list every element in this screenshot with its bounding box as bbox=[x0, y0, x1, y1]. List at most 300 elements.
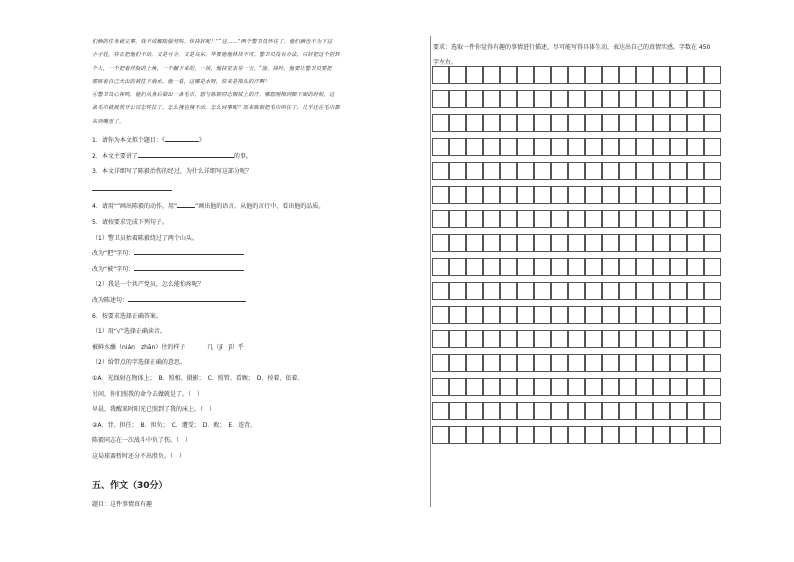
grid-cell[interactable] bbox=[551, 282, 568, 300]
grid-cell[interactable] bbox=[704, 186, 721, 204]
grid-cell[interactable] bbox=[466, 306, 483, 324]
grid-cell[interactable] bbox=[534, 426, 551, 444]
grid-cell[interactable] bbox=[517, 210, 534, 228]
grid-cell[interactable] bbox=[602, 258, 619, 276]
grid-cell[interactable] bbox=[704, 426, 721, 444]
grid-cell[interactable] bbox=[551, 162, 568, 180]
grid-cell[interactable] bbox=[534, 138, 551, 156]
grid-cell[interactable] bbox=[568, 330, 585, 348]
grid-cell[interactable] bbox=[704, 306, 721, 324]
grid-cell[interactable] bbox=[449, 354, 466, 372]
grid-cell[interactable] bbox=[551, 90, 568, 108]
grid-cell[interactable] bbox=[432, 354, 449, 372]
grid-cell[interactable] bbox=[636, 186, 653, 204]
grid-cell[interactable] bbox=[619, 90, 636, 108]
grid-cell[interactable] bbox=[551, 426, 568, 444]
grid-cell[interactable] bbox=[687, 426, 704, 444]
grid-cell[interactable] bbox=[585, 378, 602, 396]
grid-cell[interactable] bbox=[432, 90, 449, 108]
grid-cell[interactable] bbox=[483, 378, 500, 396]
grid-cell[interactable] bbox=[636, 330, 653, 348]
question-5: 5．请按要求完成下列句子。 bbox=[92, 219, 168, 227]
grid-cell[interactable] bbox=[483, 402, 500, 420]
grid-cell[interactable] bbox=[619, 426, 636, 444]
grid-cell[interactable] bbox=[432, 210, 449, 228]
grid-cell[interactable] bbox=[670, 402, 687, 420]
grid-cell[interactable] bbox=[517, 162, 534, 180]
grid-cell[interactable] bbox=[517, 354, 534, 372]
answer-blank[interactable] bbox=[177, 207, 195, 208]
answer-blank[interactable] bbox=[138, 157, 234, 158]
grid-cell[interactable] bbox=[483, 330, 500, 348]
grid-cell[interactable] bbox=[500, 282, 517, 300]
grid-cell[interactable] bbox=[687, 354, 704, 372]
grid-cell[interactable] bbox=[585, 426, 602, 444]
grid-cell[interactable] bbox=[636, 114, 653, 132]
grid-cell[interactable] bbox=[636, 234, 653, 252]
grid-cell[interactable] bbox=[517, 282, 534, 300]
grid-cell[interactable] bbox=[551, 354, 568, 372]
grid-cell[interactable] bbox=[551, 330, 568, 348]
grid-cell[interactable] bbox=[551, 138, 568, 156]
grid-cell[interactable] bbox=[636, 210, 653, 228]
grid-cell[interactable] bbox=[551, 66, 568, 84]
grid-cell[interactable] bbox=[551, 186, 568, 204]
grid-cell[interactable] bbox=[670, 282, 687, 300]
grid-cell[interactable] bbox=[483, 114, 500, 132]
grid-cell[interactable] bbox=[517, 378, 534, 396]
question-6-sentence: 早晨，我醒来时阳光已照到了我的床上。（ ） bbox=[92, 406, 216, 414]
grid-cell[interactable] bbox=[534, 378, 551, 396]
grid-cell[interactable] bbox=[500, 354, 517, 372]
grid-cell[interactable] bbox=[585, 402, 602, 420]
grid-cell[interactable] bbox=[449, 426, 466, 444]
grid-cell[interactable] bbox=[670, 66, 687, 84]
grid-cell[interactable] bbox=[568, 354, 585, 372]
grid-cell[interactable] bbox=[670, 306, 687, 324]
grid-cell[interactable] bbox=[466, 66, 483, 84]
grid-cell[interactable] bbox=[449, 90, 466, 108]
grid-cell[interactable] bbox=[619, 354, 636, 372]
grid-cell[interactable] bbox=[670, 258, 687, 276]
grid-cell[interactable] bbox=[568, 90, 585, 108]
grid-cell[interactable] bbox=[483, 162, 500, 180]
grid-cell[interactable] bbox=[449, 378, 466, 396]
grid-cell[interactable] bbox=[534, 306, 551, 324]
grid-cell[interactable] bbox=[449, 258, 466, 276]
grid-cell[interactable] bbox=[687, 378, 704, 396]
grid-cell[interactable] bbox=[568, 186, 585, 204]
grid-cell[interactable] bbox=[568, 210, 585, 228]
grid-cell[interactable] bbox=[602, 234, 619, 252]
grid-cell[interactable] bbox=[704, 90, 721, 108]
grid-cell[interactable] bbox=[483, 66, 500, 84]
grid-cell[interactable] bbox=[602, 210, 619, 228]
grid-cell[interactable] bbox=[449, 162, 466, 180]
grid-cell[interactable] bbox=[483, 258, 500, 276]
question-6-2: （2）给带点的字选择正确的意思。 bbox=[92, 359, 186, 367]
grid-cell[interactable] bbox=[568, 66, 585, 84]
grid-cell[interactable] bbox=[483, 186, 500, 204]
grid-cell[interactable] bbox=[653, 234, 670, 252]
grid-cell[interactable] bbox=[704, 402, 721, 420]
grid-cell[interactable] bbox=[483, 138, 500, 156]
grid-cell[interactable] bbox=[534, 186, 551, 204]
grid-cell[interactable] bbox=[432, 66, 449, 84]
grid-cell[interactable] bbox=[483, 234, 500, 252]
grid-cell[interactable] bbox=[568, 378, 585, 396]
grid-cell[interactable] bbox=[568, 138, 585, 156]
grid-cell[interactable] bbox=[602, 378, 619, 396]
grid-cell[interactable] bbox=[534, 66, 551, 84]
grid-cell[interactable] bbox=[585, 186, 602, 204]
grid-cell[interactable] bbox=[432, 162, 449, 180]
grid-cell[interactable] bbox=[602, 330, 619, 348]
grid-cell[interactable] bbox=[653, 186, 670, 204]
grid-cell[interactable] bbox=[636, 306, 653, 324]
grid-cell[interactable] bbox=[466, 234, 483, 252]
grid-cell[interactable] bbox=[704, 210, 721, 228]
grid-cell[interactable] bbox=[534, 90, 551, 108]
grid-cell[interactable] bbox=[636, 402, 653, 420]
grid-cell[interactable] bbox=[602, 354, 619, 372]
grid-cell[interactable] bbox=[432, 426, 449, 444]
grid-cell[interactable] bbox=[704, 66, 721, 84]
grid-cell[interactable] bbox=[619, 306, 636, 324]
grid-cell[interactable] bbox=[687, 306, 704, 324]
grid-cell[interactable] bbox=[602, 402, 619, 420]
grid-cell[interactable] bbox=[500, 90, 517, 108]
grid-cell[interactable] bbox=[551, 378, 568, 396]
grid-cell[interactable] bbox=[602, 66, 619, 84]
grid-cell[interactable] bbox=[568, 258, 585, 276]
grid-cell[interactable] bbox=[619, 186, 636, 204]
grid-cell[interactable] bbox=[704, 162, 721, 180]
grid-cell[interactable] bbox=[500, 234, 517, 252]
question-5-2a: 改为陈述句： bbox=[92, 293, 422, 309]
grid-cell[interactable] bbox=[585, 138, 602, 156]
grid-cell[interactable] bbox=[500, 186, 517, 204]
grid-cell[interactable] bbox=[602, 186, 619, 204]
grid-cell[interactable] bbox=[585, 282, 602, 300]
grid-cell[interactable] bbox=[500, 162, 517, 180]
grid-cell[interactable] bbox=[500, 258, 517, 276]
grid-cell[interactable] bbox=[653, 210, 670, 228]
grid-cell[interactable] bbox=[670, 138, 687, 156]
grid-cell[interactable] bbox=[449, 210, 466, 228]
grid-cell[interactable] bbox=[704, 234, 721, 252]
grid-cell[interactable] bbox=[653, 354, 670, 372]
grid-cell[interactable] bbox=[551, 114, 568, 132]
grid-cell[interactable] bbox=[602, 90, 619, 108]
question-3: 3．本文详细写了陈毅治伤的经过，为什么详细写这部分呢？ bbox=[92, 168, 252, 176]
grid-cell[interactable] bbox=[568, 306, 585, 324]
answer-blank[interactable] bbox=[134, 254, 244, 255]
grid-cell[interactable] bbox=[585, 330, 602, 348]
grid-cell[interactable] bbox=[517, 426, 534, 444]
grid-cell[interactable] bbox=[653, 282, 670, 300]
grid-cell[interactable] bbox=[466, 138, 483, 156]
grid-cell[interactable] bbox=[466, 210, 483, 228]
grid-cell[interactable] bbox=[466, 402, 483, 420]
grid-cell[interactable] bbox=[704, 138, 721, 156]
grid-cell[interactable] bbox=[602, 306, 619, 324]
grid-cell[interactable] bbox=[585, 258, 602, 276]
grid-cell[interactable] bbox=[653, 378, 670, 396]
grid-cell[interactable] bbox=[466, 258, 483, 276]
grid-cell[interactable] bbox=[534, 114, 551, 132]
grid-cell[interactable] bbox=[602, 426, 619, 444]
grid-cell[interactable] bbox=[500, 378, 517, 396]
grid-cell[interactable] bbox=[466, 330, 483, 348]
grid-cell[interactable] bbox=[653, 258, 670, 276]
grid-cell[interactable] bbox=[687, 162, 704, 180]
grid-cell[interactable] bbox=[449, 306, 466, 324]
grid-cell[interactable] bbox=[466, 354, 483, 372]
grid-cell[interactable] bbox=[449, 138, 466, 156]
grid-cell[interactable] bbox=[483, 306, 500, 324]
composition-requirement: 要求：选取一件你觉得有趣的事情进行描述，尽可能写得具体生动，表达出自己的真情实感。字数在 450 bbox=[433, 44, 711, 51]
grid-cell[interactable] bbox=[619, 234, 636, 252]
grid-cell[interactable] bbox=[449, 114, 466, 132]
grid-cell[interactable] bbox=[585, 210, 602, 228]
question-4: 4．请用“”画出陈毅的动作，用“ ”画出他的语言。从他的言行中，看出他的品质。 bbox=[92, 203, 325, 211]
grid-cell[interactable] bbox=[704, 330, 721, 348]
grid-cell[interactable] bbox=[534, 162, 551, 180]
grid-cell[interactable] bbox=[636, 258, 653, 276]
grid-cell[interactable] bbox=[636, 354, 653, 372]
grid-cell[interactable] bbox=[585, 90, 602, 108]
grid-cell[interactable] bbox=[653, 402, 670, 420]
grid-cell[interactable] bbox=[534, 210, 551, 228]
grid-cell[interactable] bbox=[500, 402, 517, 420]
grid-cell[interactable] bbox=[704, 258, 721, 276]
grid-cell[interactable] bbox=[602, 282, 619, 300]
grid-cell[interactable] bbox=[432, 138, 449, 156]
grid-cell[interactable] bbox=[687, 282, 704, 300]
grid-cell[interactable] bbox=[670, 114, 687, 132]
grid-cell[interactable] bbox=[517, 186, 534, 204]
grid-cell[interactable] bbox=[585, 114, 602, 132]
grid-cell[interactable] bbox=[466, 282, 483, 300]
grid-cell[interactable] bbox=[670, 330, 687, 348]
grid-cell[interactable] bbox=[687, 90, 704, 108]
grid-cell[interactable] bbox=[551, 234, 568, 252]
grid-cell[interactable] bbox=[500, 306, 517, 324]
question-5-2: （2）我是一个共产党员，怎么能怕疼呢？ bbox=[92, 281, 204, 289]
grid-cell[interactable] bbox=[534, 402, 551, 420]
grid-cell[interactable] bbox=[551, 402, 568, 420]
grid-cell[interactable] bbox=[670, 210, 687, 228]
grid-cell[interactable] bbox=[670, 426, 687, 444]
grid-cell[interactable] bbox=[432, 306, 449, 324]
answer-blank[interactable] bbox=[128, 301, 246, 302]
grid-cell[interactable] bbox=[636, 282, 653, 300]
grid-cell[interactable] bbox=[432, 234, 449, 252]
grid-cell[interactable] bbox=[534, 330, 551, 348]
grid-cell[interactable] bbox=[500, 210, 517, 228]
grid-cell[interactable] bbox=[653, 90, 670, 108]
grid-cell[interactable] bbox=[517, 90, 534, 108]
question-5-1b: 改为“被”字句： bbox=[92, 262, 422, 278]
grid-cell[interactable] bbox=[619, 114, 636, 132]
grid-cell[interactable] bbox=[466, 426, 483, 444]
grid-cell[interactable] bbox=[619, 162, 636, 180]
grid-cell[interactable] bbox=[636, 138, 653, 156]
grid-cell[interactable] bbox=[483, 210, 500, 228]
grid-cell[interactable] bbox=[636, 90, 653, 108]
grid-cell[interactable] bbox=[466, 90, 483, 108]
question-3-answer bbox=[92, 182, 422, 198]
grid-cell[interactable] bbox=[568, 426, 585, 444]
grid-cell[interactable] bbox=[602, 114, 619, 132]
grid-cell[interactable] bbox=[602, 138, 619, 156]
grid-cell[interactable] bbox=[653, 426, 670, 444]
grid-cell[interactable] bbox=[432, 402, 449, 420]
grid-cell[interactable] bbox=[534, 282, 551, 300]
grid-cell[interactable] bbox=[500, 426, 517, 444]
grid-cell[interactable] bbox=[670, 234, 687, 252]
grid-cell[interactable] bbox=[551, 210, 568, 228]
grid-cell[interactable] bbox=[687, 258, 704, 276]
grid-cell[interactable] bbox=[687, 210, 704, 228]
passage-line: 个人，一个把着俘股的上角，一个翻下来的，一抉，他抉觉去另一宝，“能，抉吟，他要让警卫员要把 bbox=[92, 65, 332, 72]
grid-cell[interactable] bbox=[432, 378, 449, 396]
passage-line: 东到嘴里了。 bbox=[92, 118, 125, 125]
grid-cell[interactable] bbox=[704, 282, 721, 300]
grid-cell[interactable] bbox=[585, 306, 602, 324]
grid-cell[interactable] bbox=[704, 378, 721, 396]
grid-cell[interactable] bbox=[619, 258, 636, 276]
grid-cell[interactable] bbox=[551, 306, 568, 324]
grid-cell[interactable] bbox=[517, 234, 534, 252]
grid-cell[interactable] bbox=[636, 426, 653, 444]
grid-cell[interactable] bbox=[432, 330, 449, 348]
grid-cell[interactable] bbox=[653, 330, 670, 348]
composition-prompt: 题目：这件事情真有趣 bbox=[92, 500, 153, 508]
section-title: 五、作文（30分） bbox=[92, 480, 168, 491]
grid-cell[interactable] bbox=[670, 186, 687, 204]
grid-cell[interactable] bbox=[687, 66, 704, 84]
grid-cell[interactable] bbox=[653, 138, 670, 156]
grid-cell[interactable] bbox=[687, 402, 704, 420]
grid-cell[interactable] bbox=[483, 354, 500, 372]
grid-cell[interactable] bbox=[602, 162, 619, 180]
grid-cell[interactable] bbox=[449, 66, 466, 84]
grid-cell[interactable] bbox=[585, 66, 602, 84]
grid-cell[interactable] bbox=[483, 426, 500, 444]
grid-cell[interactable] bbox=[466, 162, 483, 180]
grid-cell[interactable] bbox=[619, 402, 636, 420]
grid-cell[interactable] bbox=[687, 114, 704, 132]
grid-cell[interactable] bbox=[704, 114, 721, 132]
grid-cell[interactable] bbox=[670, 378, 687, 396]
grid-cell[interactable] bbox=[483, 90, 500, 108]
grid-cell[interactable] bbox=[517, 138, 534, 156]
grid-cell[interactable] bbox=[687, 234, 704, 252]
question-6-sentence: 另问，你们照我的命令去做就是了。（ ） bbox=[92, 390, 204, 398]
grid-cell[interactable] bbox=[517, 66, 534, 84]
answer-blank[interactable] bbox=[165, 141, 199, 142]
question-6: 6．按要求选择正确答案。 bbox=[92, 312, 162, 320]
grid-cell[interactable] bbox=[568, 282, 585, 300]
grid-cell[interactable] bbox=[619, 330, 636, 348]
grid-cell[interactable] bbox=[704, 354, 721, 372]
grid-cell[interactable] bbox=[687, 186, 704, 204]
grid-cell[interactable] bbox=[432, 186, 449, 204]
question-6-1-options: 被鲜水蘸（nián zhān）住的样子 几（jī jǐ）乎 bbox=[92, 343, 244, 351]
grid-cell[interactable] bbox=[636, 66, 653, 84]
grid-cell[interactable] bbox=[551, 258, 568, 276]
grid-cell[interactable] bbox=[534, 354, 551, 372]
grid-cell[interactable] bbox=[687, 138, 704, 156]
grid-cell[interactable] bbox=[449, 330, 466, 348]
grid-cell[interactable] bbox=[449, 402, 466, 420]
grid-cell[interactable] bbox=[568, 402, 585, 420]
grid-cell[interactable] bbox=[568, 234, 585, 252]
grid-cell[interactable] bbox=[534, 258, 551, 276]
grid-cell[interactable] bbox=[517, 114, 534, 132]
grid-cell[interactable] bbox=[619, 282, 636, 300]
grid-cell[interactable] bbox=[670, 162, 687, 180]
grid-cell[interactable] bbox=[500, 66, 517, 84]
grid-cell[interactable] bbox=[585, 162, 602, 180]
grid-cell[interactable] bbox=[517, 330, 534, 348]
grid-cell[interactable] bbox=[500, 138, 517, 156]
grid-cell[interactable] bbox=[500, 330, 517, 348]
grid-cell[interactable] bbox=[653, 114, 670, 132]
grid-cell[interactable] bbox=[534, 234, 551, 252]
grid-cell[interactable] bbox=[500, 114, 517, 132]
essay-grid[interactable] bbox=[433, 66, 722, 444]
grid-cell[interactable] bbox=[585, 354, 602, 372]
answer-blank[interactable] bbox=[92, 190, 172, 191]
grid-cell[interactable] bbox=[466, 378, 483, 396]
grid-cell[interactable] bbox=[517, 402, 534, 420]
grid-cell[interactable] bbox=[653, 66, 670, 84]
grid-cell[interactable] bbox=[449, 186, 466, 204]
question-2: 2．本文主要讲了 的事。 bbox=[92, 152, 252, 160]
grid-cell[interactable] bbox=[619, 210, 636, 228]
grid-cell[interactable] bbox=[636, 378, 653, 396]
answer-blank[interactable] bbox=[134, 270, 244, 271]
grid-cell[interactable] bbox=[432, 114, 449, 132]
grid-cell[interactable] bbox=[619, 138, 636, 156]
grid-cell[interactable] bbox=[568, 114, 585, 132]
grid-cell[interactable] bbox=[466, 186, 483, 204]
question-5-1a: 改为“把”字句： bbox=[92, 246, 422, 262]
grid-cell[interactable] bbox=[670, 90, 687, 108]
grid-cell[interactable] bbox=[585, 234, 602, 252]
question-6-sentence: 这局球赛暂时还分不出胜负。（ ） bbox=[92, 452, 186, 460]
grid-cell[interactable] bbox=[483, 282, 500, 300]
grid-cell[interactable] bbox=[466, 114, 483, 132]
grid-cell[interactable] bbox=[449, 234, 466, 252]
grid-cell[interactable] bbox=[517, 306, 534, 324]
grid-cell[interactable] bbox=[619, 66, 636, 84]
grid-cell[interactable] bbox=[636, 162, 653, 180]
grid-cell[interactable] bbox=[432, 258, 449, 276]
grid-cell[interactable] bbox=[619, 378, 636, 396]
grid-cell[interactable] bbox=[653, 306, 670, 324]
grid-cell[interactable] bbox=[449, 282, 466, 300]
grid-cell[interactable] bbox=[687, 330, 704, 348]
grid-cell[interactable] bbox=[670, 354, 687, 372]
grid-cell[interactable] bbox=[517, 258, 534, 276]
grid-cell[interactable] bbox=[568, 162, 585, 180]
grid-cell[interactable] bbox=[653, 162, 670, 180]
grid-cell[interactable] bbox=[432, 282, 449, 300]
